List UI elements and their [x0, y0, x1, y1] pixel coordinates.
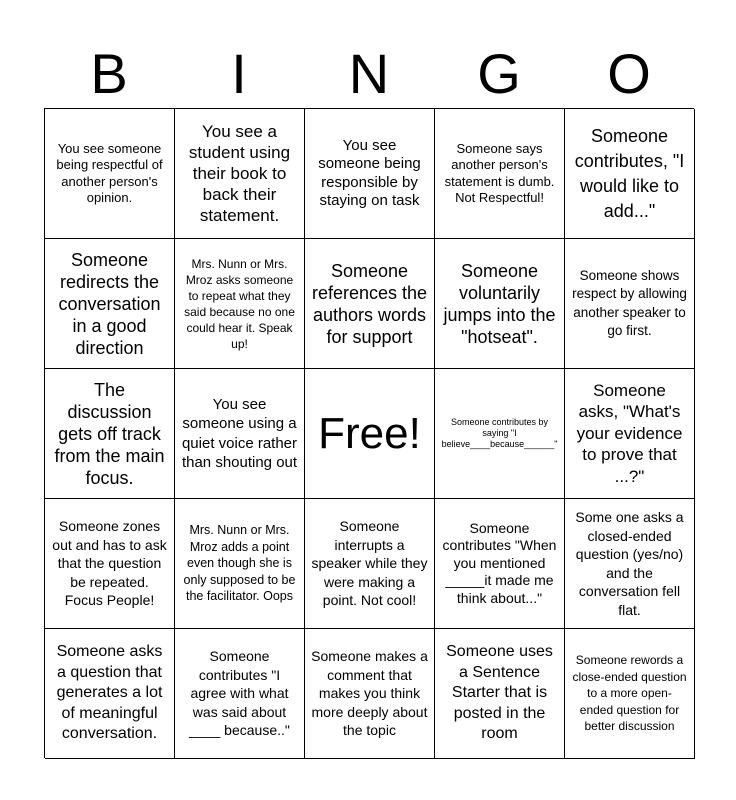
bingo-cell-r1c5[interactable] [565, 109, 695, 239]
bingo-cell-r4c4[interactable] [435, 499, 565, 629]
cell-text: The discussion gets off track from the main focus. [54, 379, 165, 488]
cell-text: You see a student using their book to back their statement. [188, 122, 291, 225]
cell-text: Mrs. Nunn or Mrs. Mroz adds a point even though she is only supposed to be the facilitator. Oops [183, 523, 296, 604]
free-space[interactable] [305, 369, 435, 499]
bingo-cell-r3c5[interactable] [565, 369, 695, 499]
cell-text: You see someone being responsible by staying on task [318, 136, 421, 209]
bingo-cell-r1c2[interactable] [175, 109, 305, 239]
bingo-cell-r2c4[interactable] [435, 239, 565, 369]
cell-text: Someone voluntarily jumps into the "hotseat". [443, 260, 556, 347]
free-space-text: Free! [318, 408, 421, 458]
cell-text: Someone references the authors words for support [311, 260, 428, 347]
header-letter-n: N [348, 42, 390, 105]
cell-text: Some one asks a closed-ended question (yes/no) and the conversation fell flat. [575, 509, 684, 618]
bingo-cell-r3c4[interactable] [435, 369, 565, 499]
header-letter-i: I [231, 42, 247, 105]
bingo-cell-r1c3[interactable] [305, 109, 435, 239]
cell-text: Someone contributes, "I would like to add..." [574, 125, 685, 221]
cell-text: You see someone using a quiet voice rather than shouting out [181, 395, 298, 471]
header-letter-o: O [607, 42, 651, 105]
bingo-cell-r4c1[interactable] [45, 499, 175, 629]
bingo-grid [44, 108, 694, 758]
cell-text: Someone makes a comment that makes you think more deeply about the topic [311, 648, 428, 739]
bingo-cell-r5c2[interactable] [175, 629, 305, 759]
bingo-cell-r2c3[interactable] [305, 239, 435, 369]
bingo-cell-r4c5[interactable] [565, 499, 695, 629]
bingo-cell-r2c5[interactable] [565, 239, 695, 369]
cell-text: You see someone being respectful of another person's opinion. [56, 140, 163, 205]
cell-text: Someone contributes by saying "I believe____because______" [441, 417, 558, 449]
bingo-cell-r2c1[interactable] [45, 239, 175, 369]
cell-text: Someone rewords a close-ended question to a more open-ended question for better discussion [572, 653, 687, 734]
cell-text: Someone uses a Sentence Starter that is posted in the room [446, 643, 553, 743]
cell-text: Someone contributes "I agree with what was said about ____ because.." [189, 648, 290, 739]
bingo-cell-r4c2[interactable] [175, 499, 305, 629]
bingo-cell-r1c1[interactable] [45, 109, 175, 239]
cell-text: Mrs. Nunn or Mrs. Mroz asks someone to repeat what they said because no one could hear it. Speak up! [184, 256, 295, 351]
bingo-cell-r5c5[interactable] [565, 629, 695, 759]
cell-text: Someone interrupts a speaker while they were making a point. Not cool! [311, 518, 428, 609]
header-letter-b: B [90, 42, 128, 105]
cell-text: Someone asks a question that generates a lot of meaningful conversation. [56, 643, 163, 743]
bingo-cell-r5c4[interactable] [435, 629, 565, 759]
bingo-cell-r5c3[interactable] [305, 629, 435, 759]
bingo-cell-r1c4[interactable] [435, 109, 565, 239]
cell-text: Someone zones out and has to ask that the question be repeated. Focus People! [52, 518, 167, 609]
bingo-header [44, 40, 694, 108]
cell-text: Someone redirects the conversation in a good direction [58, 249, 161, 358]
cell-text: Someone contributes "When you mentioned _____it made me think about..." [442, 519, 557, 606]
bingo-cell-r5c1[interactable] [45, 629, 175, 759]
bingo-cell-r4c3[interactable] [305, 499, 435, 629]
bingo-cell-r2c2[interactable] [175, 239, 305, 369]
cell-text: Someone says another person's statement is dumb. Not Respectful! [444, 140, 555, 205]
cell-text: Someone shows respect by allowing another speaker to go first. [572, 267, 687, 338]
header-letter-g: G [477, 42, 521, 105]
cell-text: Someone asks, "What's your evidence to prove that ...?" [576, 380, 683, 486]
bingo-cell-r3c2[interactable] [175, 369, 305, 499]
bingo-cell-r3c1[interactable] [45, 369, 175, 499]
